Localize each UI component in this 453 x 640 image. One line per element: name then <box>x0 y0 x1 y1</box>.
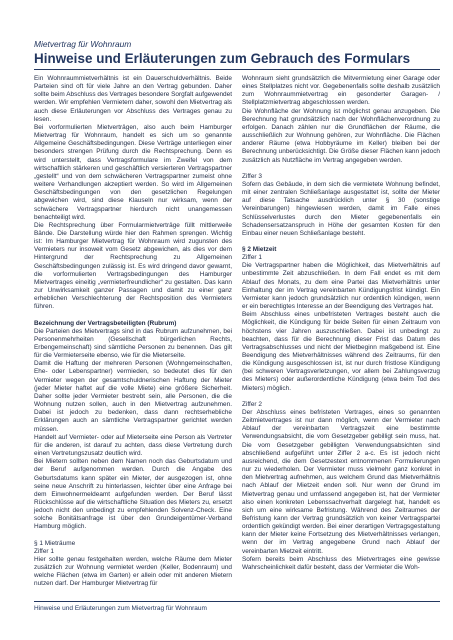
section-heading-parties: Bezeichnung der Vertragsbeteiligten (Rubrum) <box>34 319 177 327</box>
living-area-paragraph: Die Wohnfläche der Wohnung ist möglichst genau anzugeben. Die Berechnung hat grundsätzlich nach der Wohnflächenverordnung zu erfolgen. Danach zählen nur die Grundflächen der Räume, die ausschließlich zur Wohnung gehören, zur Wohnfläche. Die Flächen anderer Räume (etwa Hobbyräume im Keller) bleiben bei der Berechnung unberücksichtigt. Die Größe dieser Flächen kann jedoch zusätzlich als Nutzfläche im Vertrag angegeben werden. <box>242 107 440 164</box>
intro-paragraph-2: Bei vorformulierten Mietverträgen, also auch beim Hamburger Mietvertrag für Wohnraum, handelt es sich um so genannte Allgemeine Geschäftsbedingungen. Diese Verträge unterliegen einer besonders strengen Prüfung durch die Rechtsprechung. Denn es wird unterstellt, dass Vertragsformulare im Zweifel von dem wirtschaftlich stärkeren und geschäftlich versierteren Vertragspartner „gestellt“ und von dem schwächeren Vertragspartner zumeist ohne weitere Verhandlungen akzeptiert werden. So wird im Allgemeinen Geschäftsbedingungen von den gesetzlichen Regelungen abgewichen wird, sind diese Klauseln nur wirksam, wenn der schwächere Vertragspartner hierdurch nicht unangemessen benachteiligt wird. <box>34 123 232 221</box>
header <box>0 0 453 72</box>
lock-system-paragraph: Sofern das Gebäude, in dem sich die vermietete Wohnung befindet, mit einer zentralen Schließanlage ausgestattet ist, sollte der Mieter auf diese Tatsache ausdrücklich unter § 30 (sonstige Vereinbarungen) hingewiesen werden, damit im Falle eines Schlüsselverlustes durch den Mieter gegebenenfalls ein Schadensersatzanspruch in Höhe der gesamten Kosten für den Einbau einer neuen Schließanlage besteht. <box>242 180 440 237</box>
parties-paragraph-1: Die Parteien des Mietvertrags sind in das Rubrum aufzunehmen, bei Personenmehrheiten (Gesellschaft bürgerlichen Rechts, Erbengemeinschaft) sind sämtliche Personen zu benennen. Das gilt für die Vermieterseite ebenso, wie für die Mieterseite. <box>34 327 232 360</box>
intro-paragraph-3: Die Rechtsprechung über Formularmietverträge füllt mittlerweile Bände. Die Darstellung würde hier den Rahmen sprengen. Wichtig ist: Im Hamburger Mietvertrag für Wohnraum wird zugunsten des Vermieters nur insoweit vom Gesetz abgewichen, als dies vor dem Hintergrund der Rechtsprechung zu Allgemeinen Geschäftsbedingungen zulässig ist. Es wird dringend davor gewarnt, die vorformulierten Vertragsbedingungen des Hamburger Mietvertrages eineitig „vermieterfreundlicher“ zu gestalten. Das kann zur Unwirksamkeit ganzer Passagen und damit zu einer ganz erheblichen Verschlechterung der Rechtsposition des Vermieters führen. <box>34 221 232 311</box>
footer-rule <box>34 601 440 602</box>
right-column <box>242 75 440 572</box>
page-footer: Hinweise und Erläuterungen zum Mietvertrag für Wohnraum <box>34 605 207 612</box>
subsection-label: Ziffer 2 <box>242 400 262 408</box>
parties-paragraph-3: Handelt auf Vermieter- oder auf Mieterseite eine Person als Vertreter für die anderen, ist darauf zu achten, dass diese Vertretung durch einen Vertretungszusatz deutlich wird. <box>34 433 232 458</box>
s2-paragraph-2: Beim Abschluss eines unbefristeten Vertrages besteht auch die Möglichkeit, die Kündigung für beide Seiten für einen Zeitraum von höchstens vier Jahren auszuschließen. Dabei ist unbedingt zu beachten, dass für die Berechnung dieser Frist das Datum des Vertragsabschlusses und nicht der Mietbeginn maßgebend ist. Eine Beendigung des Mietverhältnisses während des Zeitraums, für den die Kündigung ausgeschlossen ist, ist nur durch fristlose Kündigung (bei schweren Vertragsverletzungen, vor allem bei Zahlungsverzug des Mieters) oder außerordentliche Kündigung (etwa beim Tod des Mieters) möglich. <box>242 311 440 392</box>
page-title: Hinweise und Erläuterungen zum Gebrauch des Formulars <box>34 51 411 66</box>
parties-paragraph-4: Bei Mietern sollten neben dem Namen noch das Geburtsdatum und der Beruf aufgenommen werden. Durch die Angabe des Geburtsdatums kann später ein Mieter, der ausgezogen ist, ohne seine neue Anschrift zu hinterlassen, leichter über eine Anfrage bei dem Einwohnermeldeamt aufgefunden werden. Der Beruf lässt Rückschlüsse auf die wirtschaftliche Situation des Mieters zu, ersetzt jedoch nicht den unbedingt zu empfehlenden Solvenz-Check. Eine solche Bonitätsanfrage ist über den Grundeigentümer-Verband Hamburg möglich. <box>34 458 232 531</box>
subsection-label: Ziffer 1 <box>242 254 262 262</box>
subsection-label: Ziffer 1 <box>34 547 54 555</box>
s2-paragraph-1: Die Vertragspartner haben die Möglichkeit, das Mietverhältnis auf unbestimmte Zeit abzuschließen. In dem Fall endet es mit dem Ablauf des Monats, zu dem eine Partei das Mietverhältnis unter Einhaltung der im Vertrag vereinbarten Kündigungsfrist kündigt. Ein Vermieter kann jedoch grundsätzlich nur ordentlich kündigen, wenn er ein berechtigtes Interesse an der Beendigung des Vertrages hat. <box>242 262 440 311</box>
subsection-label: Ziffer 3 <box>242 172 262 180</box>
z2-paragraph-2: Sofern bereits beim Abschluss des Mietvertrages eine gewisse Wahrscheinlichkeit dafür besteht, dass der Vermieter die Woh- <box>242 555 440 571</box>
header-rule <box>34 69 440 70</box>
section-heading-s1: § 1 Mieträume <box>34 539 76 547</box>
section-heading-s2: § 2 Mietzeit <box>242 245 277 253</box>
z2-paragraph-1: Der Abschluss eines befristeten Vertrages, eines so genannten Zeitmietvertrages ist nur dann möglich, wenn der Vermieter nach Ablauf der vereinbarten Vertragszeit eine bestimmte Verwendungsabsicht, die vom Gesetzgeber gebilligt sein muss, hat. Die vom Gesetzgeber gebilligten Verwendungsabsichten sind abschließend aufgeführt unter Ziffer 2 a-c. Es ist jedoch nicht ausreichend, die dem Gesetzestext entnommenen Formulierungen nur zu wiederholen. Der Vermieter muss vielmehr ganz konkret in den Mietvertrag aufnehmen, aus welchem Grund das Mietverhältnis nach Ablauf der Mietzeit enden soll. Nur wenn der Grund im Mietvertrag genau und umfassend angegeben ist, hat der Vermieter also einen konkreten Lebenssachverhalt dargelegt hat, handelt es sich um eine wirksame Befristung. Während des Zeitraumes der Befristung kann der Vertrag grundsätzlich von keiner Vertragspartei ordentlich gekündigt werden. Bei einer derartigen Vertragsgestaltung kann der Mieter keine Fortsetzung des Mietverhältnisses verlangen, wenn der im Vertrag angegebene Grund nach Ablauf der vereinbarten Mietzeit eintritt. <box>242 408 440 555</box>
intro-paragraph-1: Ein Wohnraummietverhältnis ist ein Dauerschuldverhältnis. Beide Parteien sind oft für viele Jahre an den Vertrag gebunden. Daher sollte beim Abschluss des Vertrages besondere Sorgfalt aufgewendet werden. Wir empfehlen Vermietern daher, sowohl den Mietvertrag als auch diese Erläuterungen vor Abschluss des Vertrages genau zu lesen. <box>34 75 232 123</box>
left-column <box>34 75 232 589</box>
s1-paragraph: Hier sollte genau festgehalten werden, welche Räume dem Mieter zusätzlich zur Wohnung vermietet werden (Keller, Bodenraum) und welche Flächen (etwa im Garten) er allein oder mit anderen Mietern nutzen darf. Der Hamburger Mietvertrag für <box>34 555 232 588</box>
garage-paragraph: Wohnraum sieht grundsätzlich die Mitvermietung einer Garage oder eines Stellplatzes nicht vor. Gegebenenfalls sollte deshalb zusätzlich zum Wohnraummietvertrag ein gesonderter Garagen- / Stellplatzmietvertrag abgeschlossen werden. <box>242 75 440 107</box>
document-subtitle: Mietvertrag für Wohnraum <box>34 39 132 49</box>
parties-paragraph-2: Damit die Haftung der mehreren Personen (Wohngemeinschaften, Ehe- oder Lebenspartner) vermieden, so bedeutet dies für den Vermieter wegen der gesamtschuldnerischen Haftung der Mieter (jeder Mieter haftet auf die volle Miete) eine größere Sicherheit. Daher sollte jeder Vermieter bestrebt sein, alle Personen, die die Wohnung nutzen sollen, auch in den Mietvertrag aufzunehmen. Dabei ist jedoch zu bedenken, dass dann rechtserhebliche Erklärungen auch an sämtliche Vertragspartner gerichtet werden müssen. <box>34 360 232 433</box>
